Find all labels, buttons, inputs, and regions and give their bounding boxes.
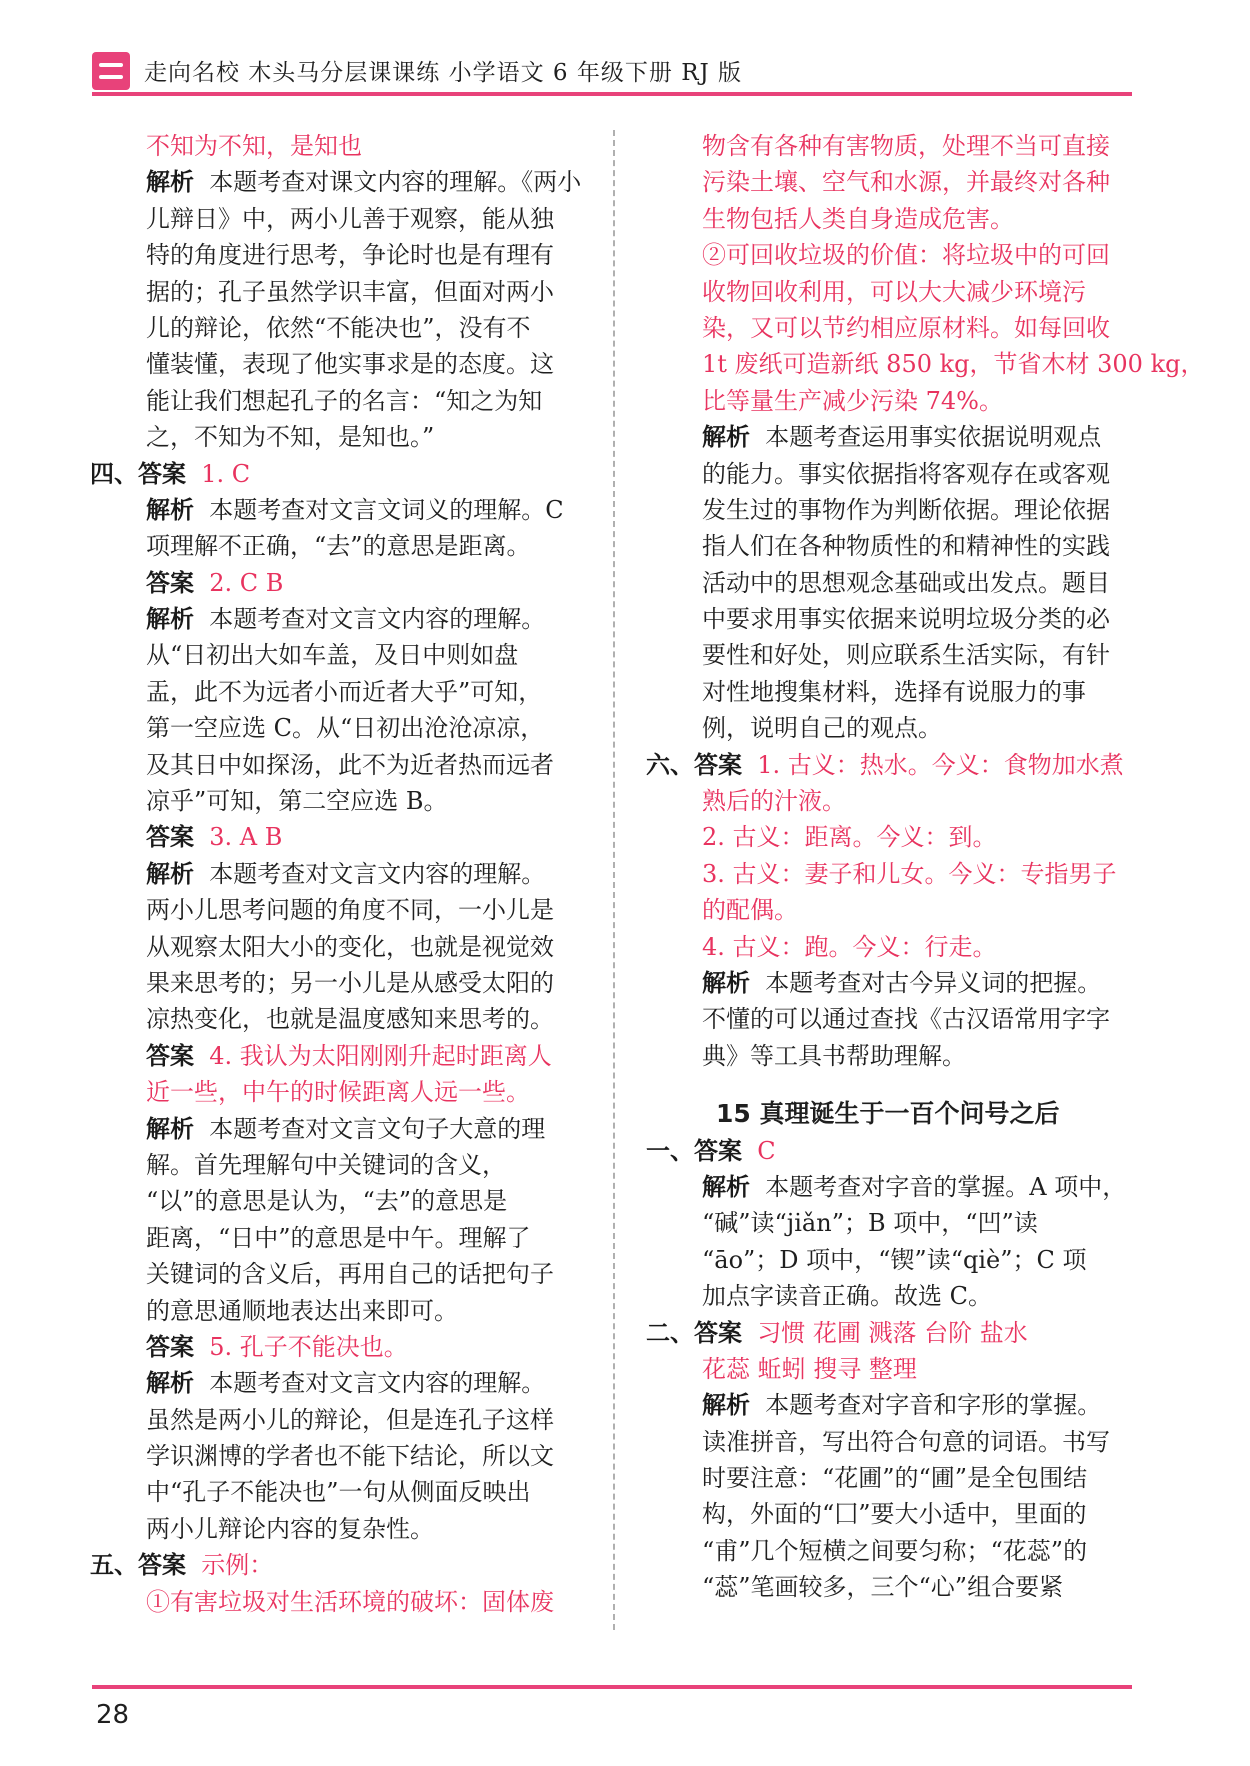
text-line: [646, 383, 1136, 419]
page-header: [92, 50, 1132, 96]
analysis-label: 解析: [146, 1369, 194, 1398]
text-line: [90, 856, 590, 892]
body-text: 特的角度进行思考，争论时也是有理有: [146, 241, 554, 270]
answer-label: 答案: [138, 1551, 186, 1580]
spacer: [646, 1074, 1136, 1096]
body-text: 中“孔子不能决也”一句从侧面反映出: [146, 1478, 531, 1507]
body-text: 时要注意：“花圃”的“圃”是全包围结: [702, 1464, 1088, 1493]
analysis-label: 解析: [702, 1172, 750, 1201]
analysis-label: 解析: [702, 1391, 750, 1420]
header-title: 走向名校 木头马分层课课练 小学语文 6 年级下册 RJ 版: [144, 60, 743, 86]
body-text: 之，不知为不知，是知也。”: [146, 423, 435, 452]
body-text: 中要求用事实依据来说明垃圾分类的必: [702, 605, 1110, 634]
answer-text: 近一些，中午的时候距离人远一些。: [146, 1078, 530, 1107]
text-line: [90, 346, 590, 382]
text-line: [90, 1511, 590, 1547]
body-text: 据的；孔子虽然学识丰富，但面对两小: [146, 277, 554, 306]
body-text: 从观察太阳大小的变化，也就是视觉效: [146, 932, 554, 961]
body-text: 发生过的事物作为判断依据。理论依据: [702, 495, 1110, 524]
answer-text: 4. 我认为太阳刚刚升起时距离人: [209, 1041, 552, 1070]
body-text: 虽然是两小儿的辩论，但是连孔子这样: [146, 1405, 554, 1434]
answer-text: 熟后的汁液。: [702, 787, 846, 816]
text-line: [646, 637, 1136, 673]
text-line: [90, 310, 590, 346]
question-number: 一、: [646, 1136, 694, 1165]
text-line: [646, 856, 1136, 892]
text-line: [646, 128, 1136, 164]
text-line: [646, 747, 1136, 783]
question-number: 四、: [90, 459, 138, 488]
question-number: 六、: [646, 750, 694, 779]
text-line: [646, 1351, 1136, 1387]
text-line: [646, 237, 1136, 273]
answer-text: 1. C: [201, 459, 251, 488]
text-line: [90, 1365, 590, 1401]
body-text: 及其日中如探汤，此不为近者热而远者: [146, 750, 554, 779]
text-line: [646, 528, 1136, 564]
text-line: [90, 164, 590, 200]
body-text: 加点字读音正确。故选 C。: [702, 1282, 992, 1311]
question-number: 五、: [90, 1551, 138, 1580]
answer-text: 染，又可以节约相应原材料。如每回收: [702, 313, 1110, 342]
answer-text: 不知为不知，是知也: [146, 132, 362, 160]
text-line: [90, 1474, 590, 1510]
answer-text: 花蕊 蚯蚓 搜寻 整理: [702, 1354, 917, 1383]
body-text: 本题考查对文言文内容的理解。: [209, 859, 546, 888]
body-text: 凉热变化，也就是温度感知来思考的。: [146, 1005, 554, 1034]
text-line: [646, 1242, 1136, 1278]
question-number: 二、: [646, 1318, 694, 1347]
body-text: 距离，“日中”的意思是中午。理解了: [146, 1223, 531, 1252]
answer-text: 2. C B: [209, 568, 284, 597]
answer-text: 比等量生产减少污染 74%。: [702, 386, 1003, 415]
body-text: 能让我们想起孔子的名言：“知之为知: [146, 386, 543, 415]
text-line: [90, 565, 590, 601]
answer-text: 1. 古义：热水。今义：食物加水煮: [757, 750, 1124, 779]
text-line: [90, 637, 590, 673]
answer-text: 3. A B: [209, 823, 283, 852]
text-line: [646, 1169, 1136, 1205]
text-line: [90, 1038, 590, 1074]
body-text: 要性和好处，则应联系生活实际，有针: [702, 641, 1110, 670]
body-text: 本题考查对课文内容的理解。《两小: [209, 168, 582, 197]
text-line: [90, 1402, 590, 1438]
body-text: 的能力。事实依据指将客观存在或客观: [702, 459, 1110, 488]
answer-text: 习惯 花圃 溅落 台阶 盐水: [757, 1318, 1028, 1347]
text-line: [90, 1293, 590, 1329]
answer-text: C: [757, 1136, 776, 1165]
text-line: [90, 929, 590, 965]
text-line: [646, 1387, 1136, 1423]
body-text: 关键词的含义后，再用自己的话把句子: [146, 1260, 554, 1289]
body-text: 活动中的思想观念基础或出发点。题目: [702, 568, 1110, 597]
text-line: [90, 1074, 590, 1110]
text-line: [90, 237, 590, 273]
body-text: 本题考查对文言文词义的理解。C: [209, 495, 564, 524]
text-line: [90, 201, 590, 237]
body-text: 本题考查对古今异义词的把握。: [765, 968, 1102, 997]
text-line: [90, 1183, 590, 1219]
answer-text: 3. 古义：妻子和儿女。今义：专指男子: [702, 859, 1117, 888]
body-text: 本题考查对字音和字形的掌握。: [765, 1391, 1102, 1420]
section-title: 15 真理诞生于一百个问号之后: [716, 1099, 1060, 1129]
answer-text: ②可回收垃圾的价值：将垃圾中的可回: [702, 241, 1110, 270]
text-line: [90, 1329, 590, 1365]
text-line: [646, 1496, 1136, 1532]
text-line: [646, 783, 1136, 819]
answer-text: 5. 孔子不能决也。: [209, 1332, 408, 1361]
text-line: [646, 674, 1136, 710]
footer-rule: [92, 1685, 1132, 1689]
body-text: 儿的辩论，依然“不能决也”，没有不: [146, 313, 531, 342]
text-line: [90, 528, 590, 564]
text-line: [90, 1438, 590, 1474]
text-line: [90, 1584, 590, 1620]
answer-text: 生物包括人类自身造成危害。: [702, 204, 1014, 233]
body-text: 第一空应选 C。从“日初出沧沧凉凉，: [146, 714, 545, 743]
body-text: “碱”读“jiǎn”；B 项中，“凹”读: [702, 1209, 1038, 1238]
text-line: [646, 565, 1136, 601]
body-text: 懂装懂，表现了他实事求是的态度。这: [146, 350, 554, 379]
analysis-label: 解析: [702, 968, 750, 997]
text-line: [646, 1278, 1136, 1314]
body-text: 两小儿思考问题的角度不同，一小儿是: [146, 896, 554, 925]
answer-text: 2. 古义：距离。今义：到。: [702, 823, 997, 852]
text-line: [90, 892, 590, 928]
text-line: [646, 1315, 1136, 1351]
text-line: [646, 492, 1136, 528]
body-text: 本题考查对文言文内容的理解。: [209, 1369, 546, 1398]
text-line: [90, 1001, 590, 1037]
book-logo-icon: [92, 52, 130, 90]
answer-text: 收物回收利用，可以大大减少环境污: [702, 277, 1086, 306]
body-text: 学识渊博的学者也不能下结论，所以文: [146, 1442, 554, 1471]
analysis-label: 解析: [146, 859, 194, 888]
text-line: [646, 929, 1136, 965]
text-line: [646, 164, 1136, 200]
text-line: [90, 965, 590, 1001]
text-line: [90, 383, 590, 419]
text-line: [646, 346, 1205, 382]
body-text: “以”的意思是认为，“去”的意思是: [146, 1187, 508, 1216]
answer-label: 答案: [146, 1332, 194, 1361]
body-text: “蕊”笔画较多，三个“心”组合要紧: [702, 1573, 1064, 1602]
text-line: [646, 1460, 1136, 1496]
text-line: [646, 819, 1136, 855]
text-line: [646, 601, 1136, 637]
body-text: 本题考查对文言文句子大意的理: [209, 1114, 546, 1143]
text-line: [90, 1111, 590, 1147]
body-text: 项理解不正确，“去”的意思是距离。: [146, 532, 531, 561]
body-text: 的意思通顺地表达出来即可。: [146, 1296, 458, 1325]
text-line: [646, 1001, 1136, 1037]
analysis-label: 解析: [146, 168, 194, 197]
analysis-label: 解析: [146, 605, 194, 634]
text-line: [646, 1533, 1136, 1569]
body-text: 本题考查运用事实依据说明观点: [765, 423, 1102, 452]
body-text: 盂，此不为远者小而近者大乎”可知，: [146, 677, 543, 706]
answer-text: 污染土壤、空气和水源，并最终对各种: [702, 168, 1110, 197]
text-line: [90, 1147, 590, 1183]
text-line: [90, 819, 590, 855]
answer-label: 答案: [694, 750, 742, 779]
text-line: [646, 1133, 1136, 1169]
text-line: [90, 747, 590, 783]
answer-text: 的配偶。: [702, 896, 798, 925]
body-text: 从“日初出大如车盖，及日中则如盘: [146, 641, 519, 670]
answer-label: 答案: [146, 1041, 194, 1070]
text-line: [90, 128, 590, 164]
answer-text: 4. 古义：跑。今义：行走。: [702, 932, 997, 961]
answer-text: 物含有各种有害物质，处理不当可直接: [702, 132, 1110, 160]
body-text: 不懂的可以通过查找《古汉语常用字字: [702, 1005, 1110, 1034]
answer-text: ①有害垃圾对生活环境的破坏：固体废: [146, 1587, 554, 1616]
answer-label: 答案: [146, 823, 194, 852]
analysis-label: 解析: [146, 495, 194, 524]
column-divider: [613, 130, 615, 1630]
text-line: [90, 492, 590, 528]
text-line: [646, 965, 1136, 1001]
body-text: 果来思考的；另一小儿是从感受太阳的: [146, 968, 554, 997]
text-line: [646, 892, 1136, 928]
text-line: [90, 710, 590, 746]
text-line: [646, 1569, 1136, 1605]
text-line: [90, 783, 590, 819]
left-column: [90, 128, 590, 1620]
text-line: [646, 1424, 1136, 1460]
body-text: 两小儿辩论内容的复杂性。: [146, 1514, 434, 1543]
body-text: 例，说明自己的观点。: [702, 714, 942, 743]
text-line: [646, 1205, 1136, 1241]
text-line: [646, 710, 1136, 746]
body-text: 指人们在各种物质性的和精神性的实践: [702, 532, 1110, 561]
text-line: [646, 456, 1136, 492]
answer-label: 答案: [694, 1136, 742, 1165]
page-number: 28: [96, 1700, 130, 1730]
body-text: 凉乎”可知，第二空应选 B。: [146, 787, 448, 816]
answer-label: 答案: [138, 459, 186, 488]
answer-text: 1t 废纸可造新纸 850 kg，节省木材 300 kg，: [702, 350, 1205, 379]
analysis-label: 解析: [146, 1114, 194, 1143]
body-text: 本题考查对文言文内容的理解。: [209, 605, 546, 634]
text-line: [90, 1220, 590, 1256]
text-line: [90, 1547, 590, 1583]
body-text: 儿辩日》中，两小儿善于观察，能从独: [146, 204, 554, 233]
header-rule: [92, 92, 1132, 96]
body-text: “甫”几个短横之间要匀称；“花蕊”的: [702, 1536, 1088, 1565]
text-line: [646, 274, 1136, 310]
text-line: [646, 1038, 1136, 1074]
text-line: [646, 201, 1136, 237]
body-text: 读准拼音，写出符合句意的词语。书写: [702, 1427, 1110, 1456]
text-line: [646, 419, 1136, 455]
text-line: [90, 1256, 590, 1292]
analysis-label: 解析: [702, 423, 750, 452]
body-text: 对性地搜集材料，选择有说服力的事: [702, 677, 1086, 706]
text-line: [90, 456, 590, 492]
body-text: “āo”；D 项中，“锲”读“qiè”；C 项: [702, 1245, 1087, 1274]
answer-text: 示例：: [201, 1551, 274, 1580]
answer-label: 答案: [146, 568, 194, 597]
text-line: [90, 274, 590, 310]
text-line: [90, 674, 590, 710]
body-text: 典》等工具书帮助理解。: [702, 1041, 966, 1070]
body-text: 构，外面的“囗”要大小适中，里面的: [702, 1500, 1087, 1529]
body-text: 解。首先理解句中关键词的含义，: [146, 1150, 506, 1179]
text-line: [90, 419, 590, 455]
text-line: [90, 601, 590, 637]
text-line: [646, 310, 1136, 346]
right-column: [646, 128, 1205, 1606]
answer-label: 答案: [694, 1318, 742, 1347]
body-text: 本题考查对字音的掌握。A 项中，: [765, 1172, 1127, 1201]
